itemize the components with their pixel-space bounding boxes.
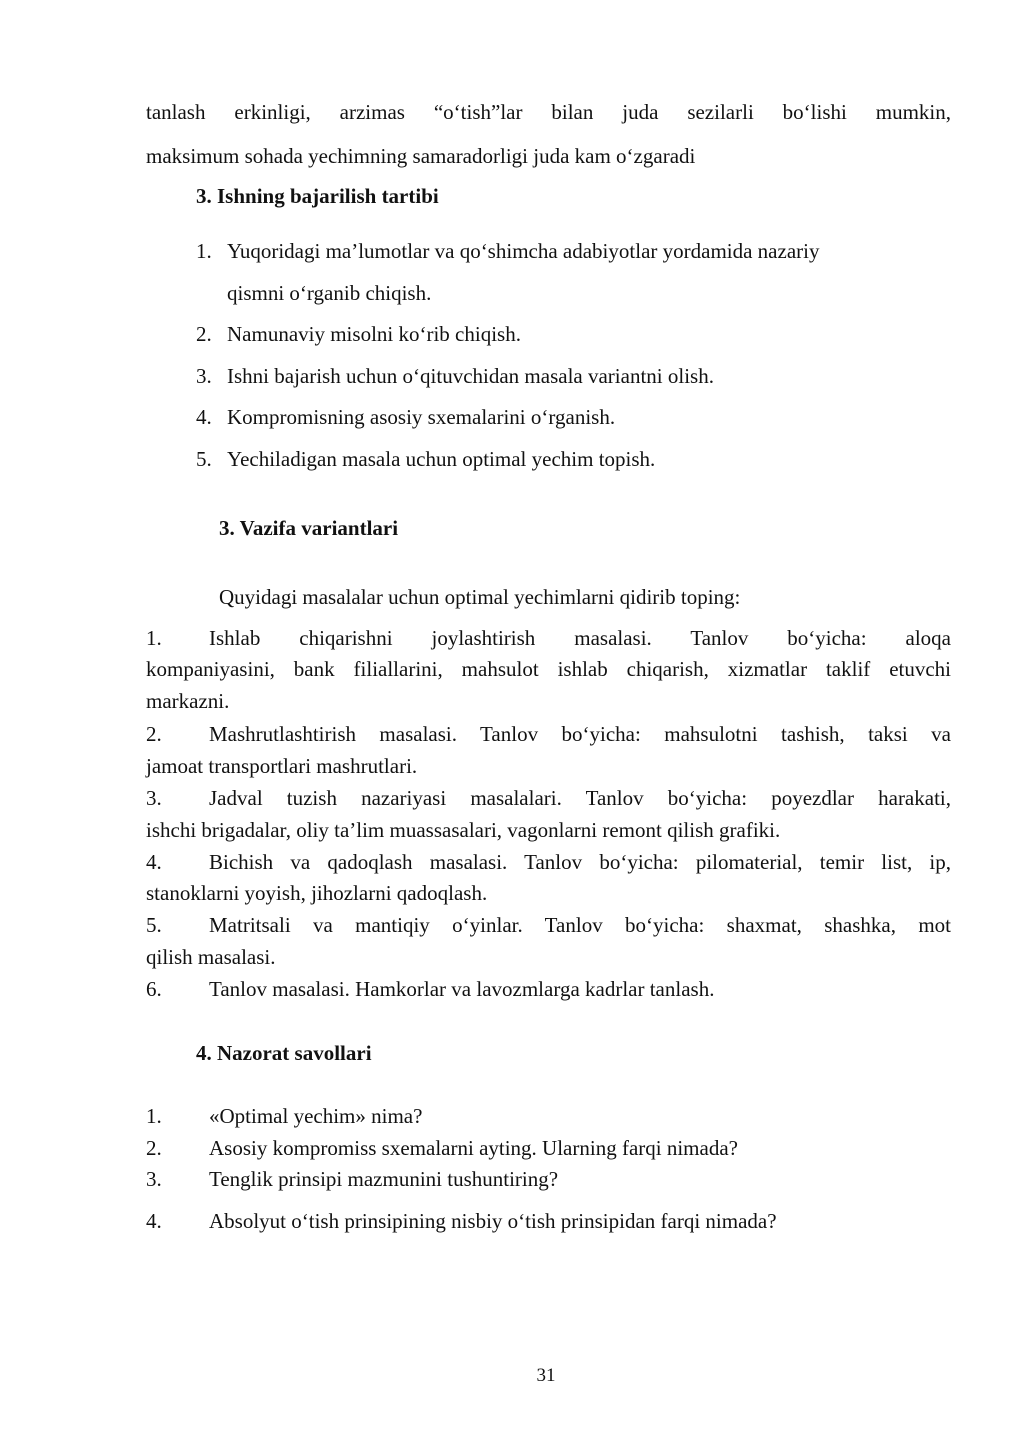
- list-item-text-continued: qilish masalasi.: [146, 945, 276, 969]
- list-item-number: 5.: [146, 913, 162, 937]
- list-item-number: 4.: [196, 405, 212, 429]
- list-item-text: Kompromisning asosiy sxemalarini o‘rganish.: [227, 405, 616, 429]
- list-item-text-continued: jamoat transportlari mashrutlari.: [146, 754, 418, 778]
- list-item-number: 1.: [146, 1104, 162, 1128]
- list-item-text: Asosiy kompromiss sxemalarni ayting. Ularning farqi nimada?: [209, 1136, 738, 1160]
- list-item-text: «Optimal yechim» nima?: [209, 1104, 423, 1128]
- variants-intro: Quyidagi masalalar uchun optimal yechimlarni qidirib toping:: [219, 585, 741, 609]
- list-item-text: Ishlab chiqarishni joylashtirish masalasi. Tanlov bo‘yicha: aloqa: [209, 626, 951, 650]
- list-item-text: Tanlov masalasi. Hamkorlar va lavozmlarga kadrlar tanlash.: [209, 977, 715, 1001]
- list-item-number: 5.: [196, 447, 212, 471]
- list-item-text: Namunaviy misolni ko‘rib chiqish.: [227, 322, 521, 346]
- list-item-number: 4.: [146, 1209, 162, 1233]
- list-item-number: 6.: [146, 977, 162, 1001]
- list-item-number: 2.: [146, 722, 162, 746]
- intro-line-1: tanlash erkinligi, arzimas “o‘tish”lar bilan juda sezilarli bo‘lishi mumkin,: [146, 100, 951, 124]
- list-item-text: Matritsali va mantiqiy o‘yinlar. Tanlov bo‘yicha: shaxmat, shashka, mot: [209, 913, 951, 937]
- list-item-number: 3.: [196, 364, 212, 388]
- list-item-text: Bichish va qadoqlash masalasi. Tanlov bo‘yicha: pilomaterial, temir list, ip,: [209, 850, 951, 874]
- list-item-text-continued: markazni.: [146, 689, 230, 713]
- intro-line-2: maksimum sohada yechimning samaradorligi juda kam o‘zgaradi: [146, 144, 696, 168]
- page-number: 31: [536, 1365, 556, 1386]
- questions-heading: 4. Nazorat savollari: [196, 1041, 372, 1065]
- list-item-number: 3.: [146, 786, 162, 810]
- list-item-text: Tenglik prinsipi mazmunini tushuntiring?: [209, 1167, 559, 1191]
- list-item-text-continued: stanoklarni yoyish, jihozlarni qadoqlash.: [146, 881, 488, 905]
- list-item-text: Absolyut o‘tish prinsipining nisbiy o‘tish prinsipidan farqi nimada?: [209, 1209, 777, 1233]
- variants-heading: 3. Vazifa variantlari: [219, 516, 399, 540]
- list-item-text-continued: qismni o‘rganib chiqish.: [227, 281, 432, 305]
- list-item-text: Yuqoridagi ma’lumotlar va qo‘shimcha adabiyotlar yordamida nazariy: [227, 239, 820, 263]
- list-item-number: 2.: [146, 1136, 162, 1160]
- list-item-text-continued: kompaniyasini, bank filiallarini, mahsulot ishlab chiqarish, xizmatlar taklif etuvchi: [146, 657, 951, 681]
- procedure-heading: 3. Ishning bajarilish tartibi: [196, 184, 439, 208]
- list-item-text: Ishni bajarish uchun o‘qituvchidan masala variantni olish.: [227, 364, 714, 388]
- list-item-text: Yechiladigan masala uchun optimal yechim topish.: [227, 447, 656, 471]
- list-item-text: Mashrutlashtirish masalasi. Tanlov bo‘yicha: mahsulotni tashish, taksi va: [209, 722, 951, 746]
- list-item-text: Jadval tuzish nazariyasi masalalari. Tanlov bo‘yicha: poyezdlar harakati,: [209, 786, 951, 810]
- list-item-number: 1.: [196, 239, 212, 263]
- list-item-number: 4.: [146, 850, 162, 874]
- list-item-number: 2.: [196, 322, 212, 346]
- list-item-number: 3.: [146, 1167, 162, 1191]
- list-item-number: 1.: [146, 626, 162, 650]
- list-item-text-continued: ishchi brigadalar, oliy ta’lim muassasalari, vagonlarni remont qilish grafiki.: [146, 818, 781, 842]
